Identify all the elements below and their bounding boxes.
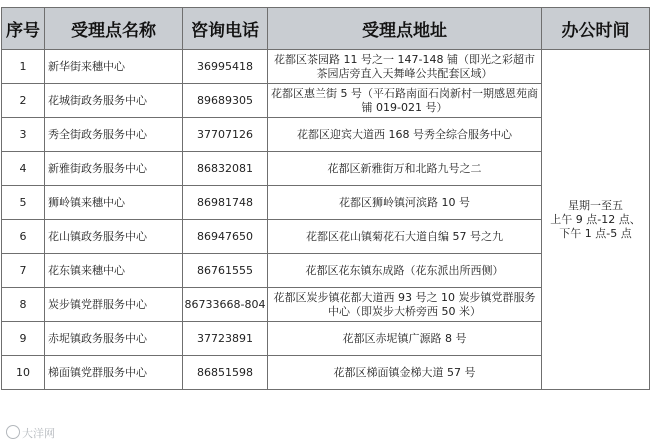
table-row — [2, 50, 650, 84]
header-index: 序号 — [2, 8, 45, 50]
row-address: 花都区狮岭镇河滨路 10 号 — [268, 186, 542, 220]
row-phone: 89689305 — [183, 84, 268, 118]
row-index: 3 — [2, 118, 45, 152]
row-phone: 86981748 — [183, 186, 268, 220]
row-name: 花城街政务服务中心 — [45, 84, 183, 118]
header-hours: 办公时间 — [542, 8, 650, 50]
row-address: 花都区花山镇菊花石大道自编 57 号之九 — [268, 220, 542, 254]
row-address: 花都区迎宾大道西 168 号秀全综合服务中心 — [268, 118, 542, 152]
row-name: 赤坭镇政务服务中心 — [45, 322, 183, 356]
row-phone: 36995418 — [183, 50, 268, 84]
row-name: 秀全街政务服务中心 — [45, 118, 183, 152]
row-address: 花都区茶园路 11 号之一 147-148 铺（即光之彩超市茶园店旁直入天舞峰公共配套区域） — [268, 50, 542, 84]
service-points-table — [1, 7, 650, 390]
row-name: 炭步镇党群服务中心 — [45, 288, 183, 322]
row-name: 花东镇来穗中心 — [45, 254, 183, 288]
row-address: 花都区花东镇东成路（花东派出所西侧） — [268, 254, 542, 288]
hours-line-1: 星期一至五 — [568, 198, 623, 212]
row-address: 花都区赤坭镇广源路 8 号 — [268, 322, 542, 356]
hours-line-3: 下午 1 点-5 点 — [559, 226, 632, 240]
row-index: 10 — [2, 356, 45, 390]
watermark-logo-icon — [6, 425, 20, 439]
watermark — [6, 425, 55, 441]
row-address: 花都区梯面镇金梯大道 57 号 — [268, 356, 542, 390]
row-index: 4 — [2, 152, 45, 186]
hours-line-2: 上午 9 点-12 点、 — [550, 212, 641, 226]
row-name: 新华街来穗中心 — [45, 50, 183, 84]
row-name: 狮岭镇来穗中心 — [45, 186, 183, 220]
row-phone: 86761555 — [183, 254, 268, 288]
header-address: 受理点地址 — [268, 8, 542, 50]
row-index: 6 — [2, 220, 45, 254]
row-index: 1 — [2, 50, 45, 84]
row-index: 9 — [2, 322, 45, 356]
row-index: 2 — [2, 84, 45, 118]
row-phone: 37723891 — [183, 322, 268, 356]
row-index: 8 — [2, 288, 45, 322]
row-name: 梯面镇党群服务中心 — [45, 356, 183, 390]
row-phone: 37707126 — [183, 118, 268, 152]
row-address: 花都区新雅街万和北路九号之二 — [268, 152, 542, 186]
header-phone: 咨询电话 — [183, 8, 268, 50]
row-phone: 86733668-804 — [183, 288, 268, 322]
watermark-text: 大洋网 — [22, 427, 55, 440]
row-name: 新雅街政务服务中心 — [45, 152, 183, 186]
row-phone: 86832081 — [183, 152, 268, 186]
row-index: 7 — [2, 254, 45, 288]
header-row — [2, 8, 650, 50]
office-hours-cell — [542, 50, 650, 390]
row-address: 花都区炭步镇花都大道西 93 号之 10 炭步镇党群服务中心（即炭步大桥旁西 50 米） — [268, 288, 542, 322]
row-phone: 86851598 — [183, 356, 268, 390]
row-name: 花山镇政务服务中心 — [45, 220, 183, 254]
header-name: 受理点名称 — [45, 8, 183, 50]
row-phone: 86947650 — [183, 220, 268, 254]
row-address: 花都区惠兰街 5 号（平石路南面石岗新村一期感恩苑商铺 019-021 号） — [268, 84, 542, 118]
row-index: 5 — [2, 186, 45, 220]
